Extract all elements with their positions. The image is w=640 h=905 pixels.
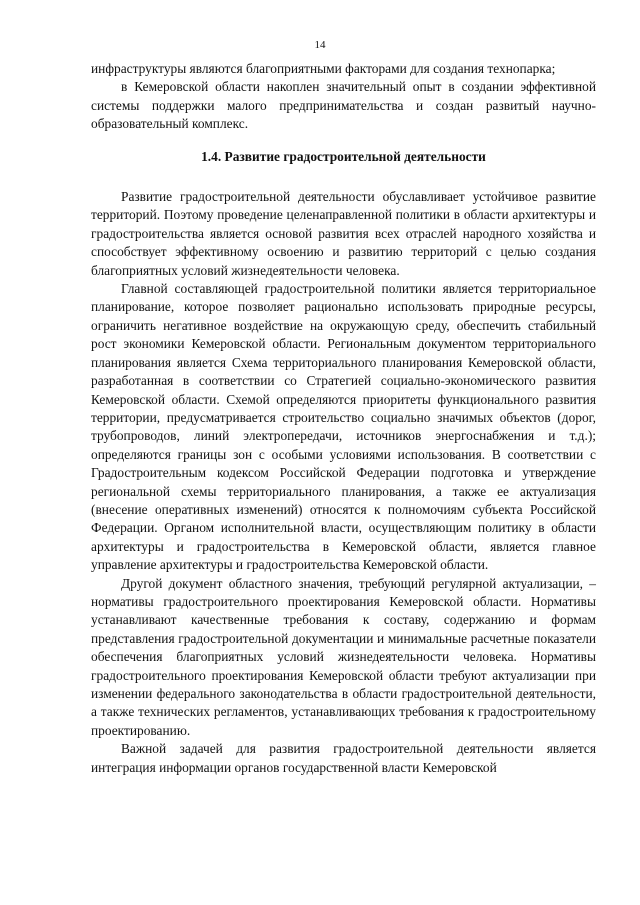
intro-paragraph-continuation: инфраструктуры являются благоприятными факторами для создания технопарка; [91,61,556,76]
section-paragraph: Другой документ областного значения, требующий регулярной актуализации, – нормативы градостроительного проектирования Кемеровской области. Нормативы устанавливают качественные требования к составу, содержанию и формам представления градостроительной документации и минимальные расчетные показатели обеспечения благоприятных условий жизнедеятельности человека. Нормативы градостроительного проектирования Кемеровской области требуют актуализации при изменении федерального законодательства в области градостроительной деятельности, а также технических регламентов, устанавливающих требования к градостроительному проектированию. [91,575,596,738]
section-paragraph: Развитие градостроительной деятельности обуславливает устойчивое развитие территорий. Поэтому проведение целенаправленной политики в области архитектуры и градостроительства является основой развития всех отраслей народного хозяйства и способствует эффективному освоению и развитию территорий с целью создания благоприятных условий жизнедеятельности человека. [91,189,596,278]
section-heading: 1.4. Развитие градостроительной деятельности [201,148,486,164]
section-paragraph: Важной задачей для развития градостроительной деятельности является интеграция информации органов государственной власти Кемеровской [91,741,596,775]
intro-paragraph: в Кемеровской области накоплен значительный опыт в создании эффективной системы поддержки малого предпринимательства и создан развитый научно-образовательный комплекс. [91,79,596,132]
page-number: 14 [314,39,326,51]
page-body [91,60,596,777]
section-paragraph: Главной составляющей градостроительной политики является территориальное планирование, которое позволяет рационально использовать природные ресурсы, ограничить негативное воздействие на окружающую среду, обеспечить стабильный рост экономики Кемеровской области. Региональным документом территориального планирования является Схема территориального планирования Кемеровской области, разработанная в соответствии со Стратегией социально-экономического развития Кемеровской области. Схемой определяются приоритеты функционального развития территории, предусматривается строительство социально значимых объектов (дорог, трубопроводов, линий электропередачи, источников энергоснабжения и т.д.); определяются границы зон с особыми условиями использования. В соответствии с Градостроительным кодексом Российской Федерации подготовка и утверждение региональной схемы территориального планирования, а также ее актуализация (внесение оперативных изменений) относятся к полномочиям субъекта Российской Федерации. Органом исполнительной власти, осуществляющим политику в области архитектуры и градостроительства в Кемеровской области, является главное управление архитектуры и градостроительства Кемеровской области. [91,281,596,573]
